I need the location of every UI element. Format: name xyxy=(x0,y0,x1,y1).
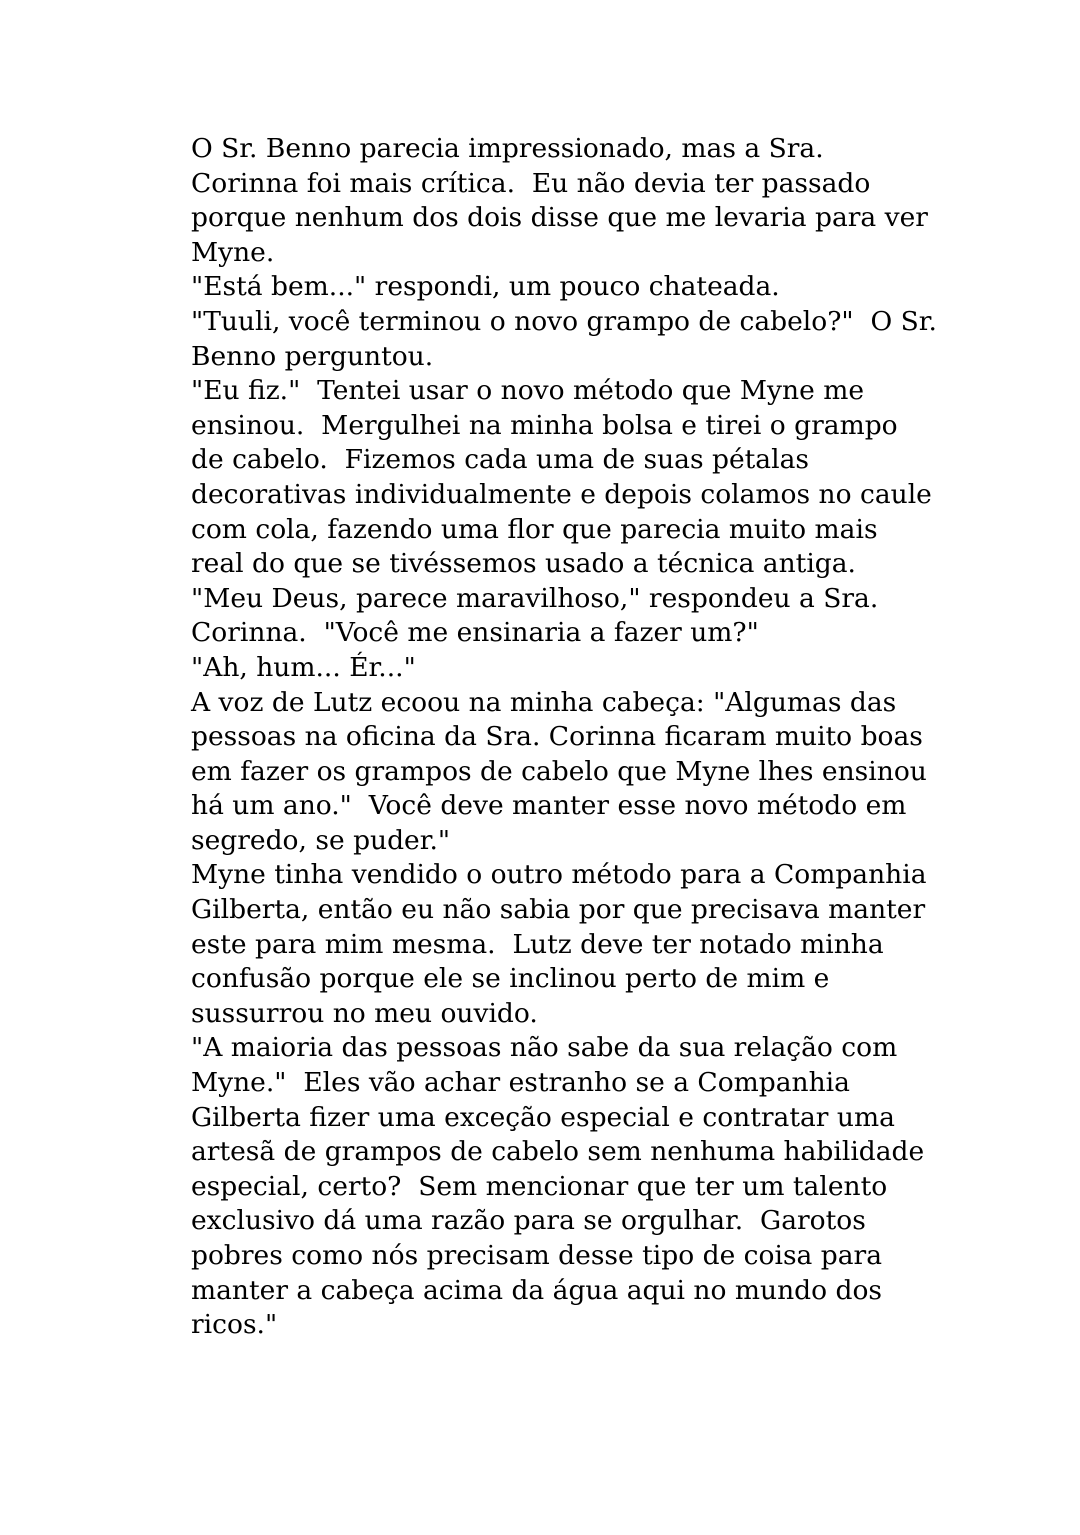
text-line: Corinna. "Você me ensinaria a fazer um?" xyxy=(191,617,759,649)
text-line: porque nenhum dos dois disse que me levaria para ver xyxy=(191,202,928,234)
text-line: pessoas na oficina da Sra. Corinna ficaram muito boas xyxy=(191,721,923,753)
text-line: ricos." xyxy=(191,1309,278,1341)
text-line: exclusivo dá uma razão para se orgulhar. Garotos xyxy=(191,1205,866,1237)
text-line: pobres como nós precisam desse tipo de coisa para xyxy=(191,1240,882,1271)
text-line: Myne." Eles vão achar estranho se a Companhia xyxy=(191,1067,850,1099)
text-line: "Ah, hum... Ér..." xyxy=(191,651,416,683)
text-line: Myne tinha vendido o outro método para a Companhia xyxy=(191,859,927,891)
text-line: A voz de Lutz ecoou na minha cabeça: "Algumas das xyxy=(191,686,897,718)
text-line: confusão porque ele se inclinou perto de mim e xyxy=(191,963,830,995)
text-line: especial, certo? Sem mencionar que ter um talento xyxy=(191,1170,888,1202)
text-line: "Tuuli, você terminou o novo grampo de cabelo?" O Sr. xyxy=(191,305,937,337)
text-line: "A maioria das pessoas não sabe da sua relação com xyxy=(191,1032,898,1064)
body-text xyxy=(191,132,951,1343)
text-line: em fazer os grampos de cabelo que Myne lhes ensinou xyxy=(191,755,927,787)
text-line: "Meu Deus, parece maravilhoso," respondeu a Sra. xyxy=(191,582,879,614)
text-line: decorativas individualmente e depois colamos no caule xyxy=(191,478,932,510)
text-line: Corinna foi mais crítica. Eu não devia ter passado xyxy=(191,167,871,199)
text-line: Benno perguntou. xyxy=(191,340,434,372)
text-line: O Sr. Benno parecia impressionado, mas a Sra. xyxy=(191,133,824,164)
text-line: Gilberta, então eu não sabia por que precisava manter xyxy=(191,894,926,926)
text-line: Gilberta fizer uma exceção especial e contratar uma xyxy=(191,1101,895,1133)
text-line: ensinou. Mergulhei na minha bolsa e tirei o grampo xyxy=(191,409,898,441)
text-line: este para mim mesma. Lutz deve ter notado minha xyxy=(191,928,884,960)
text-line: artesã de grampos de cabelo sem nenhuma habilidade xyxy=(191,1136,925,1168)
text-line: de cabelo. Fizemos cada uma de suas pétalas xyxy=(191,444,809,476)
text-line: real do que se tivéssemos usado a técnica antiga. xyxy=(191,548,856,580)
text-line: sussurrou no meu ouvido. xyxy=(191,997,538,1029)
text-line: com cola, fazendo uma flor que parecia muito mais xyxy=(191,513,878,545)
text-line: Myne. xyxy=(191,236,275,268)
text-line: "Está bem..." respondi, um pouco chateada. xyxy=(191,271,780,303)
text-line: manter a cabeça acima da água aqui no mundo dos xyxy=(191,1274,882,1306)
text-line: "Eu fiz." Tentei usar o novo método que Myne me xyxy=(191,375,865,407)
text-line: segredo, se puder." xyxy=(191,824,451,856)
text-line: há um ano." Você deve manter esse novo método em xyxy=(191,790,907,822)
